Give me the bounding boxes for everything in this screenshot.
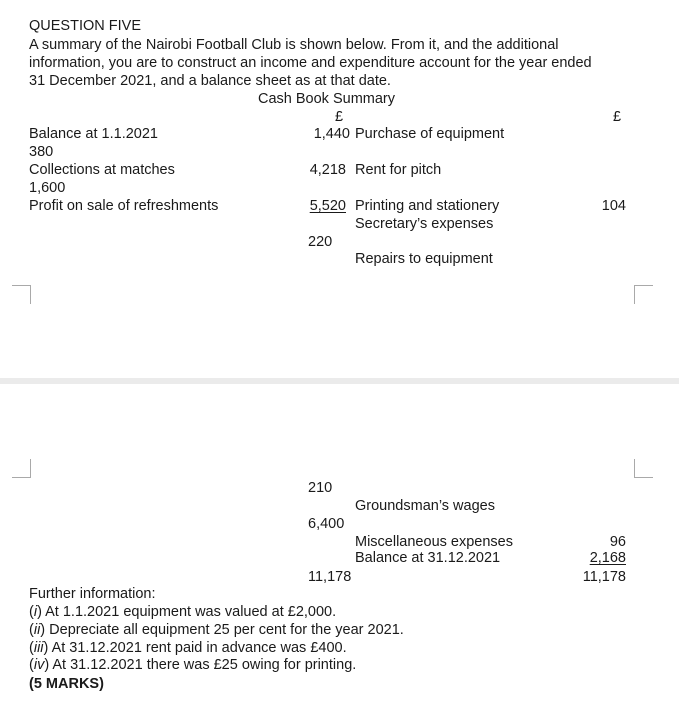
cashbook-heading: Cash Book Summary (258, 91, 395, 107)
question-title: QUESTION FIVE (29, 18, 141, 34)
total-receipts: 11,178 (308, 569, 352, 585)
item-number: iv (33, 657, 45, 673)
payment-label-equipment: Purchase of equipment (355, 126, 505, 142)
total-payments: 11,178 (582, 569, 626, 585)
crop-mark-bottom-right (634, 459, 653, 478)
receipt-label-refreshments: Profit on sale of refreshments (29, 198, 219, 214)
payment-label-printing: Printing and stationery (355, 198, 500, 214)
payment-label-groundsman: Groundsman’s wages (355, 498, 495, 514)
crop-mark-top-right (634, 285, 653, 304)
currency-receipts: £ (335, 109, 344, 125)
payment-label-rent: Rent for pitch (355, 162, 442, 178)
item-number: ii (33, 622, 41, 638)
item-text: Depreciate all equipment 25 per cent for the year 2021. (49, 622, 404, 638)
further-info-item: (iv) At 31.12.2021 there was £25 owing for printing. (29, 657, 357, 673)
item-text: At 31.12.2021 there was £25 owing for printing. (52, 657, 357, 673)
item-text: At 31.12.2021 rent paid in advance was £400. (51, 640, 347, 656)
receipt-amount-wrapped: 1,600 (29, 180, 66, 196)
currency-payments: £ (613, 109, 622, 125)
receipt-amount: 1,440 (313, 126, 350, 142)
payment-label-repairs: Repairs to equipment (355, 251, 493, 267)
receipt-amount: 4,218 (309, 162, 346, 178)
question-intro-line-1: A summary of the Nairobi Football Club is shown below. From it, and the additional (29, 37, 559, 53)
payment-amount: 210 (308, 480, 333, 496)
item-number: i (33, 604, 38, 620)
payment-label-miscellaneous: Miscellaneous expenses (355, 534, 513, 550)
payment-label-secretary: Secretary’s expenses (355, 216, 494, 232)
payment-amount: 104 (601, 198, 626, 214)
receipt-amount: 5,520 (309, 198, 346, 214)
further-info-item: (ii) Depreciate all equipment 25 per cent for the year 2021. (29, 622, 404, 638)
item-text: At 1.1.2021 equipment was valued at £2,000. (45, 604, 337, 620)
marks-label: (5 MARKS) (29, 676, 104, 692)
receipt-amount-wrapped: 380 (29, 144, 54, 160)
further-info-heading: Further information: (29, 586, 156, 602)
payment-amount: 220 (308, 234, 333, 250)
question-intro-line-3: 31 December 2021, and a balance sheet as at that date. (29, 73, 391, 89)
further-info-item: (i) At 1.1.2021 equipment was valued at £2,000. (29, 604, 337, 620)
receipt-label-opening-balance: Balance at 1.1.2021 (29, 126, 158, 142)
crop-mark-bottom-left (12, 459, 31, 478)
payment-label-closing-balance: Balance at 31.12.2021 (355, 550, 501, 566)
crop-mark-top-left (12, 285, 31, 304)
payment-amount: 6,400 (308, 516, 345, 532)
page-break-separator (0, 378, 679, 384)
item-number: iii (33, 640, 44, 656)
payment-amount: 2,168 (589, 550, 626, 566)
question-intro-line-2: information, you are to construct an income and expenditure account for the year ended (29, 55, 592, 71)
payment-amount: 96 (609, 534, 626, 550)
further-info-item: (iii) At 31.12.2021 rent paid in advance was £400. (29, 640, 347, 656)
receipt-label-collections: Collections at matches (29, 162, 175, 178)
